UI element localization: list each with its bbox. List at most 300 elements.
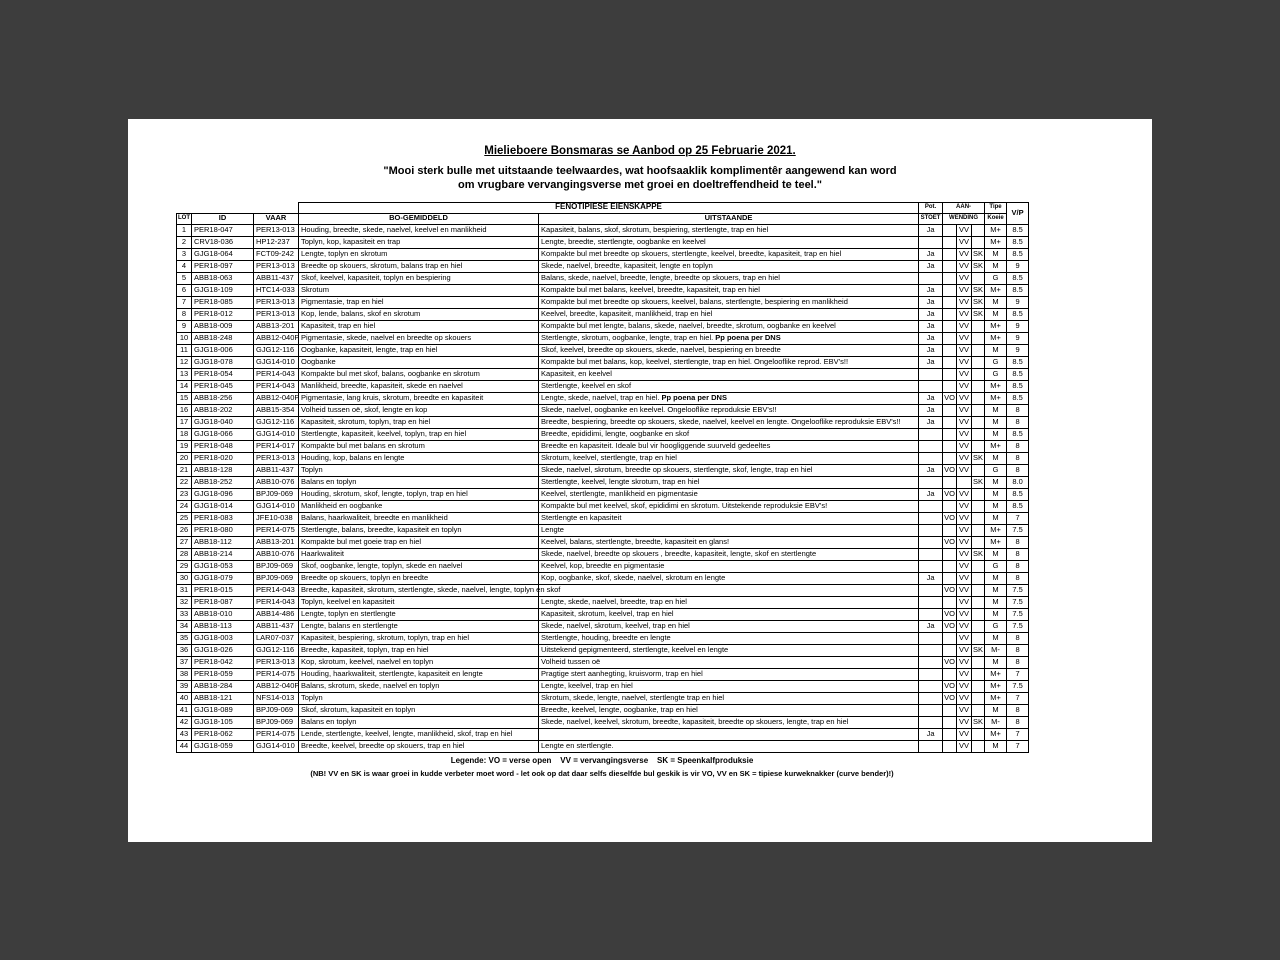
cell-vp: 8.0 <box>1007 476 1029 488</box>
cell-sk <box>972 440 985 452</box>
cell-stoet <box>919 608 943 620</box>
cell-lot: 10 <box>177 332 192 344</box>
cell-vo <box>943 524 957 536</box>
cell-uitstaande: Skrotum, skede, lengte, naelvel, stertlengte trap en hiel <box>539 692 919 704</box>
cell-stoet <box>919 452 943 464</box>
cell-vo <box>943 308 957 320</box>
cell-vv: VV <box>957 464 972 476</box>
cell-stoet: Ja <box>919 320 943 332</box>
cell-tipe-koeie: M+ <box>985 692 1007 704</box>
table-row <box>177 464 1029 476</box>
cell-lot: 7 <box>177 296 192 308</box>
cell-uitstaande: Kompakte bul met breedte op skouers, stertlengte, keelvel, breedte, kapasiteit, trap en hiel <box>539 248 919 260</box>
cell-vp: 7.5 <box>1007 620 1029 632</box>
cell-id: GJG18-066 <box>192 428 254 440</box>
cell-vaar: ABB12-040P <box>254 332 299 344</box>
cell-vaar: BPJ09-069 <box>254 704 299 716</box>
cell-lot: 35 <box>177 632 192 644</box>
cell-tipe-koeie: G <box>985 620 1007 632</box>
cell-lot: 2 <box>177 236 192 248</box>
cell-vp: 9 <box>1007 332 1029 344</box>
cell-stoet <box>919 644 943 656</box>
cell-id: ABB18-202 <box>192 404 254 416</box>
cell-vv: VV <box>957 608 972 620</box>
cell-vp: 9 <box>1007 260 1029 272</box>
cell-vaar: PER14-043 <box>254 584 299 596</box>
cell-uitstaande: Skrotum, keelvel, stertlengte, trap en hiel <box>539 452 919 464</box>
cell-sk: SK <box>972 644 985 656</box>
cell-lot: 25 <box>177 512 192 524</box>
cell-bo-gemiddeld: Kop, lende, balans, skof en skrotum <box>299 308 539 320</box>
cell-sk <box>972 560 985 572</box>
cell-bo-gemiddeld: Toplyn, keelvel en kapasiteit <box>299 596 539 608</box>
cell-uitstaande <box>539 728 919 740</box>
cell-bo-gemiddeld: Pigmentasie, trap en hiel <box>299 296 539 308</box>
cell-vaar: LAR07-037 <box>254 632 299 644</box>
cell-vaar: NFS14-013 <box>254 692 299 704</box>
cell-bo-gemiddeld: Balans, haarkwaliteit, breedte en manlikheid <box>299 512 539 524</box>
footnote: (NB! VV en SK is waar groei in kudde verbeter moet word - let ook op dat daar selfs dieselfde bul geskik is vir VO, VV en SK = tipiese kurweknakker (curve bender)!) <box>310 768 894 778</box>
cell-stoet <box>919 548 943 560</box>
cell-vv: VV <box>957 416 972 428</box>
cell-tipe-koeie: M <box>985 296 1007 308</box>
cell-bo-gemiddeld: Pigmentasie, lang kruis, skrotum, breedte en kapasiteit <box>299 392 539 404</box>
cell-uitstaande: Keelvel, kop, breedte en pigmentasie <box>539 560 919 572</box>
cell-vo <box>943 404 957 416</box>
cell-sk: SK <box>972 260 985 272</box>
cell-id: CRV18-036 <box>192 236 254 248</box>
cell-id: PER18-048 <box>192 440 254 452</box>
cell-vv: VV <box>957 344 972 356</box>
cell-vp: 7.5 <box>1007 680 1029 692</box>
cell-lot: 29 <box>177 560 192 572</box>
table-row <box>177 416 1029 428</box>
cell-stoet <box>919 656 943 668</box>
cell-uitstaande: Kop, oogbanke, skof, skede, naelvel, skrotum en lengte <box>539 572 919 584</box>
subtitle-line-2: om vrugbare vervangingsverse met groei en doeltreffendheid te teel." <box>457 179 823 192</box>
cell-vp: 9 <box>1007 344 1029 356</box>
cell-uitstaande <box>539 584 919 596</box>
cell-vv: VV <box>957 644 972 656</box>
cell-vp: 8.5 <box>1007 248 1029 260</box>
table-row <box>177 380 1029 392</box>
cell-vv: VV <box>957 680 972 692</box>
cell-vp: 7 <box>1007 512 1029 524</box>
cell-vaar: ABB11-437 <box>254 620 299 632</box>
cell-lot: 13 <box>177 368 192 380</box>
cell-id: GJG18-026 <box>192 644 254 656</box>
cell-stoet: Ja <box>919 488 943 500</box>
cell-bo-gemiddeld: Breedte op skouers, skrotum, balans trap en hiel <box>299 260 539 272</box>
cell-uitstaande: Stertlengte, skrotum, oogbanke, lengte, trap en hiel. Pp poena per DNS <box>539 332 919 344</box>
cell-uitstaande: Lengte en stertlengte. <box>539 740 919 752</box>
cell-lot: 17 <box>177 416 192 428</box>
cell-bo-gemiddeld: Stertlengte, balans, breedte, kapasiteit en toplyn <box>299 524 539 536</box>
cell-vaar: PER14-017 <box>254 440 299 452</box>
header-wending: WENDING <box>943 213 985 224</box>
cell-bo-gemiddeld: Skof, keelvel, kapasiteit, toplyn en bespiering <box>299 272 539 284</box>
cell-bo-gemiddeld: Balans en toplyn <box>299 476 539 488</box>
cell-tipe-koeie: M+ <box>985 668 1007 680</box>
cell-sk <box>972 332 985 344</box>
cell-uitstaande: Uitstekend gepigmenteerd, stertlengte, keelvel en lengte <box>539 644 919 656</box>
cell-sk <box>972 680 985 692</box>
cell-lot: 21 <box>177 464 192 476</box>
cell-vv: VV <box>957 248 972 260</box>
cell-vp: 7.5 <box>1007 608 1029 620</box>
cell-lot: 16 <box>177 404 192 416</box>
cell-lot: 23 <box>177 488 192 500</box>
header-lot: LOT <box>177 213 192 224</box>
table-row <box>177 500 1029 512</box>
cell-sk <box>972 512 985 524</box>
cell-bo-gemiddeld: Houding, skrotum, skof, lengte, toplyn, trap en hiel <box>299 488 539 500</box>
cell-stoet <box>919 560 943 572</box>
cell-id: PER18-087 <box>192 596 254 608</box>
cell-id: PER18-045 <box>192 380 254 392</box>
cell-vaar: HTC14-033 <box>254 284 299 296</box>
cell-vo <box>943 644 957 656</box>
cell-vp: 8.5 <box>1007 236 1029 248</box>
cell-uitstaande: Lengte <box>539 524 919 536</box>
cell-lot: 11 <box>177 344 192 356</box>
cell-lot: 18 <box>177 428 192 440</box>
cell-vv: VV <box>957 548 972 560</box>
cell-id: ABB18-112 <box>192 536 254 548</box>
cell-stoet: Ja <box>919 620 943 632</box>
cell-vp: 8 <box>1007 632 1029 644</box>
cell-vp: 7.5 <box>1007 524 1029 536</box>
cell-vo <box>943 236 957 248</box>
cell-uitstaande: Skede, naelvel, breedte, kapasiteit, lengte en toplyn <box>539 260 919 272</box>
cell-vv: VV <box>957 620 972 632</box>
table-row <box>177 524 1029 536</box>
cell-lot: 26 <box>177 524 192 536</box>
cell-sk: SK <box>972 248 985 260</box>
cell-vp: 8.5 <box>1007 356 1029 368</box>
cell-stoet: Ja <box>919 296 943 308</box>
cell-bo-gemiddeld: Oogbanke, kapasiteit, lengte, trap en hiel <box>299 344 539 356</box>
cell-vaar: PER13-013 <box>254 308 299 320</box>
cell-stoet: Ja <box>919 392 943 404</box>
cell-vp: 7 <box>1007 740 1029 752</box>
cell-vaar: ABB10-076 <box>254 548 299 560</box>
cell-stoet <box>919 236 943 248</box>
table-row <box>177 704 1029 716</box>
cell-vv: VV <box>957 428 972 440</box>
cell-stoet <box>919 440 943 452</box>
cell-id: ABB18-248 <box>192 332 254 344</box>
cell-vo <box>943 284 957 296</box>
cell-uitstaande: Skede, naelvel, breedte op skouers , breedte, kapasiteit, lengte, skof en stertlengte <box>539 548 919 560</box>
cell-tipe-koeie: M <box>985 548 1007 560</box>
cell-sk <box>972 416 985 428</box>
cell-vo <box>943 440 957 452</box>
cell-tipe-koeie: M <box>985 416 1007 428</box>
header-bo-gemiddeld: BO-GEMIDDELD <box>299 213 539 224</box>
cell-vv: VV <box>957 704 972 716</box>
header-koeie: Koeie <box>985 213 1007 224</box>
cell-uitstaande: Breedte, keelvel, lengte, oogbanke, trap en hiel <box>539 704 919 716</box>
cell-bo-gemiddeld: Kapasiteit, skrotum, toplyn, trap en hiel <box>299 416 539 428</box>
cell-stoet <box>919 500 943 512</box>
cell-stoet <box>919 584 943 596</box>
cell-uitstaande: Kapasiteit, skrotum, keelvel, trap en hiel <box>539 608 919 620</box>
cell-stoet: Ja <box>919 728 943 740</box>
cell-stoet <box>919 368 943 380</box>
cell-vv: VV <box>957 236 972 248</box>
cell-vo <box>943 548 957 560</box>
cell-uitstaande: Volheid tussen oë <box>539 656 919 668</box>
cell-sk <box>972 704 985 716</box>
cell-id: GJG18-079 <box>192 572 254 584</box>
cell-stoet <box>919 428 943 440</box>
cell-stoet <box>919 272 943 284</box>
table-row <box>177 692 1029 704</box>
table-row <box>177 428 1029 440</box>
cell-id: PER18-062 <box>192 728 254 740</box>
cell-vp: 8.5 <box>1007 224 1029 236</box>
cell-id: PER18-047 <box>192 224 254 236</box>
table-row <box>177 284 1029 296</box>
cell-tipe-koeie: G <box>985 560 1007 572</box>
cell-vaar: GJG14-010 <box>254 740 299 752</box>
cell-tipe-koeie: M- <box>985 644 1007 656</box>
cell-id: GJG18-006 <box>192 344 254 356</box>
cell-tipe-koeie: M+ <box>985 392 1007 404</box>
header-row-top <box>177 202 1029 213</box>
cell-bo-gemiddeld: Breedte, keelvel, breedte op skouers, trap en hiel <box>299 740 539 752</box>
cell-vp: 8 <box>1007 440 1029 452</box>
cell-stoet: Ja <box>919 572 943 584</box>
cell-vo <box>943 368 957 380</box>
cell-uitstaande: Stertlengte en kapasiteit <box>539 512 919 524</box>
cell-vp: 8.5 <box>1007 488 1029 500</box>
cell-uitstaande: Keelvel, breedte, kapasiteit, manlikheid, trap en hiel <box>539 308 919 320</box>
cell-vaar: ABB11-437 <box>254 464 299 476</box>
header-stoet: STOET <box>919 213 943 224</box>
page-subtitle <box>128 164 1152 193</box>
cell-vaar: ABB14-486 <box>254 608 299 620</box>
cell-vp: 7.5 <box>1007 584 1029 596</box>
cell-stoet <box>919 680 943 692</box>
cell-vp: 7.5 <box>1007 596 1029 608</box>
lot-table-body <box>177 224 1029 752</box>
cell-uitstaande: Stertlengte, keelvel en skof <box>539 380 919 392</box>
cell-lot: 33 <box>177 608 192 620</box>
cell-sk: SK <box>972 296 985 308</box>
cell-stoet <box>919 476 943 488</box>
cell-stoet <box>919 740 943 752</box>
cell-stoet <box>919 668 943 680</box>
header-tipe: Tipe <box>985 202 1007 213</box>
cell-tipe-koeie: M <box>985 512 1007 524</box>
cell-lot: 43 <box>177 728 192 740</box>
cell-tipe-koeie: M <box>985 428 1007 440</box>
cell-bo-gemiddeld: Kompakte bul met skof, balans, oogbanke en skrotum <box>299 368 539 380</box>
table-row <box>177 632 1029 644</box>
cell-vv: VV <box>957 380 972 392</box>
cell-stoet: Ja <box>919 464 943 476</box>
table-row <box>177 440 1029 452</box>
cell-tipe-koeie: G <box>985 368 1007 380</box>
table-row <box>177 356 1029 368</box>
cell-vv: VV <box>957 332 972 344</box>
cell-tipe-koeie: M <box>985 656 1007 668</box>
cell-bo-gemiddeld: Skof, oogbanke, lengte, toplyn, skede en naelvel <box>299 560 539 572</box>
cell-sk <box>972 632 985 644</box>
cell-bo-gemiddeld: Manlikheid, breedte, kapasiteit, skede en naelvel <box>299 380 539 392</box>
cell-lot: 22 <box>177 476 192 488</box>
cell-vaar: PER14-075 <box>254 728 299 740</box>
cell-vo <box>943 500 957 512</box>
cell-lot: 42 <box>177 716 192 728</box>
cell-uitstaande: Balans, skede, naelvel, breedte, lengte, breedte op skouers, trap en hiel <box>539 272 919 284</box>
cell-tipe-koeie: M <box>985 596 1007 608</box>
cell-bo-gemiddeld: Balans, skrotum, skede, naelvel en toplyn <box>299 680 539 692</box>
cell-sk: SK <box>972 476 985 488</box>
cell-lot: 28 <box>177 548 192 560</box>
cell-vo: VO <box>943 656 957 668</box>
legend: Legende: VO = verse open VV = vervangingsverse SK = Speenkalfproduksie <box>450 755 754 765</box>
cell-tipe-koeie: G <box>985 272 1007 284</box>
cell-lot: 40 <box>177 692 192 704</box>
cell-vo <box>943 344 957 356</box>
cell-vp: 8 <box>1007 536 1029 548</box>
cell-tipe-koeie: M <box>985 452 1007 464</box>
cell-vo <box>943 428 957 440</box>
cell-vp: 8.5 <box>1007 500 1029 512</box>
cell-id: GJG18-109 <box>192 284 254 296</box>
cell-id: GJG18-096 <box>192 488 254 500</box>
cell-vaar: GJG12-116 <box>254 416 299 428</box>
cell-sk <box>972 536 985 548</box>
cell-vaar: BPJ09-069 <box>254 572 299 584</box>
cell-bo-gemiddeld: Houding, kop, balans en lengte <box>299 452 539 464</box>
table-row <box>177 296 1029 308</box>
table-header <box>177 202 1029 224</box>
cell-uitstaande: Skede, naelvel, skrotum, keelvel, trap en hiel <box>539 620 919 632</box>
cell-uitstaande: Kompakte bul met balans, kop, keelvel, stertlengte, trap en hiel. Ongelooflike reprod. EBV's!! <box>539 356 919 368</box>
cell-sk <box>972 500 985 512</box>
cell-tipe-koeie: M+ <box>985 680 1007 692</box>
cell-lot: 20 <box>177 452 192 464</box>
cell-vv: VV <box>957 488 972 500</box>
cell-vaar: ABB12-040P <box>254 392 299 404</box>
cell-bo-gemiddeld: Pigmentasie, skede, naelvel en breedte op skouers <box>299 332 539 344</box>
cell-vo <box>943 596 957 608</box>
cell-uitstaande: Stertlengte, houding, breedte en lengte <box>539 632 919 644</box>
cell-bo-gemiddeld: Kompakte bul met goeie trap en hiel <box>299 536 539 548</box>
cell-stoet: Ja <box>919 416 943 428</box>
cell-bo-gemiddeld: Oogbanke <box>299 356 539 368</box>
cell-vaar: ABB11-437 <box>254 272 299 284</box>
cell-tipe-koeie: M+ <box>985 236 1007 248</box>
cell-lot: 34 <box>177 620 192 632</box>
table-row <box>177 368 1029 380</box>
table-row <box>177 236 1029 248</box>
cell-vaar: GJG14-010 <box>254 356 299 368</box>
cell-stoet <box>919 716 943 728</box>
cell-vv: VV <box>957 224 972 236</box>
cell-vo: VO <box>943 620 957 632</box>
cell-vaar: GJG12-116 <box>254 644 299 656</box>
table-row <box>177 452 1029 464</box>
cell-sk <box>972 272 985 284</box>
cell-vo <box>943 476 957 488</box>
cell-stoet: Ja <box>919 308 943 320</box>
cell-lot: 1 <box>177 224 192 236</box>
cell-tipe-koeie: G <box>985 464 1007 476</box>
cell-bo-gemiddeld: Kapasiteit, trap en hiel <box>299 320 539 332</box>
cell-vaar: PER14-043 <box>254 380 299 392</box>
cell-id: ABB18-284 <box>192 680 254 692</box>
cell-stoet: Ja <box>919 356 943 368</box>
table-row <box>177 560 1029 572</box>
cell-tipe-koeie: M+ <box>985 284 1007 296</box>
cell-vaar: PER13-013 <box>254 224 299 236</box>
cell-vo: VO <box>943 608 957 620</box>
cell-vp: 8 <box>1007 404 1029 416</box>
cell-lot: 30 <box>177 572 192 584</box>
cell-vp: 8 <box>1007 572 1029 584</box>
cell-bo-gemiddeld: Stertlengte, kapasiteit, keelvel, toplyn, trap en hiel <box>299 428 539 440</box>
cell-bo-gemiddeld: Houding, breedte, skede, naelvel, keelvel en manlikheid <box>299 224 539 236</box>
cell-vo <box>943 272 957 284</box>
cell-sk <box>972 608 985 620</box>
table-row <box>177 740 1029 752</box>
cell-vv: VV <box>957 284 972 296</box>
cell-uitstaande: Keelvel, balans, stertlengte, breedte, kapasiteit en glans! <box>539 536 919 548</box>
cell-id: ABB18-009 <box>192 320 254 332</box>
cell-bo-gemiddeld: Lengte, toplyn en skrotum <box>299 248 539 260</box>
cell-uitstaande: Skede, naelvel, skrotum, breedte op skouers, stertlengte, skof, lengte, trap en hiel <box>539 464 919 476</box>
cell-id: ABB18-010 <box>192 608 254 620</box>
cell-id: GJG18-014 <box>192 500 254 512</box>
header-vaar: VAAR <box>254 213 299 224</box>
cell-sk <box>972 488 985 500</box>
cell-tipe-koeie: M <box>985 248 1007 260</box>
cell-bo-gemiddeld: Kompakte bul met balans en skrotum <box>299 440 539 452</box>
table-row <box>177 260 1029 272</box>
cell-tipe-koeie: M+ <box>985 728 1007 740</box>
cell-vaar: PER14-075 <box>254 668 299 680</box>
cell-id: PER18-012 <box>192 308 254 320</box>
cell-vaar: GJG12-116 <box>254 344 299 356</box>
table-row <box>177 392 1029 404</box>
cell-sk <box>972 692 985 704</box>
cell-stoet: Ja <box>919 332 943 344</box>
cell-bo-gemiddeld: Breedte op skouers, toplyn en breedte <box>299 572 539 584</box>
cell-sk <box>972 380 985 392</box>
cell-vaar: ABB10-076 <box>254 476 299 488</box>
cell-vo <box>943 296 957 308</box>
cell-sk <box>972 368 985 380</box>
cell-stoet <box>919 596 943 608</box>
cell-vp: 8 <box>1007 716 1029 728</box>
table-row <box>177 224 1029 236</box>
cell-uitstaande: Kompakte bul met lengte, balans, skede, naelvel, breedte, skrotum, oogbanke en keelvel <box>539 320 919 332</box>
cell-sk <box>972 464 985 476</box>
table-row <box>177 596 1029 608</box>
cell-uitstaande: Kapasiteit, en keelvel <box>539 368 919 380</box>
cell-id: ABB18-252 <box>192 476 254 488</box>
cell-vaar: JFE10-038 <box>254 512 299 524</box>
table-row <box>177 680 1029 692</box>
cell-sk <box>972 656 985 668</box>
cell-tipe-koeie: M+ <box>985 332 1007 344</box>
cell-lot: 38 <box>177 668 192 680</box>
